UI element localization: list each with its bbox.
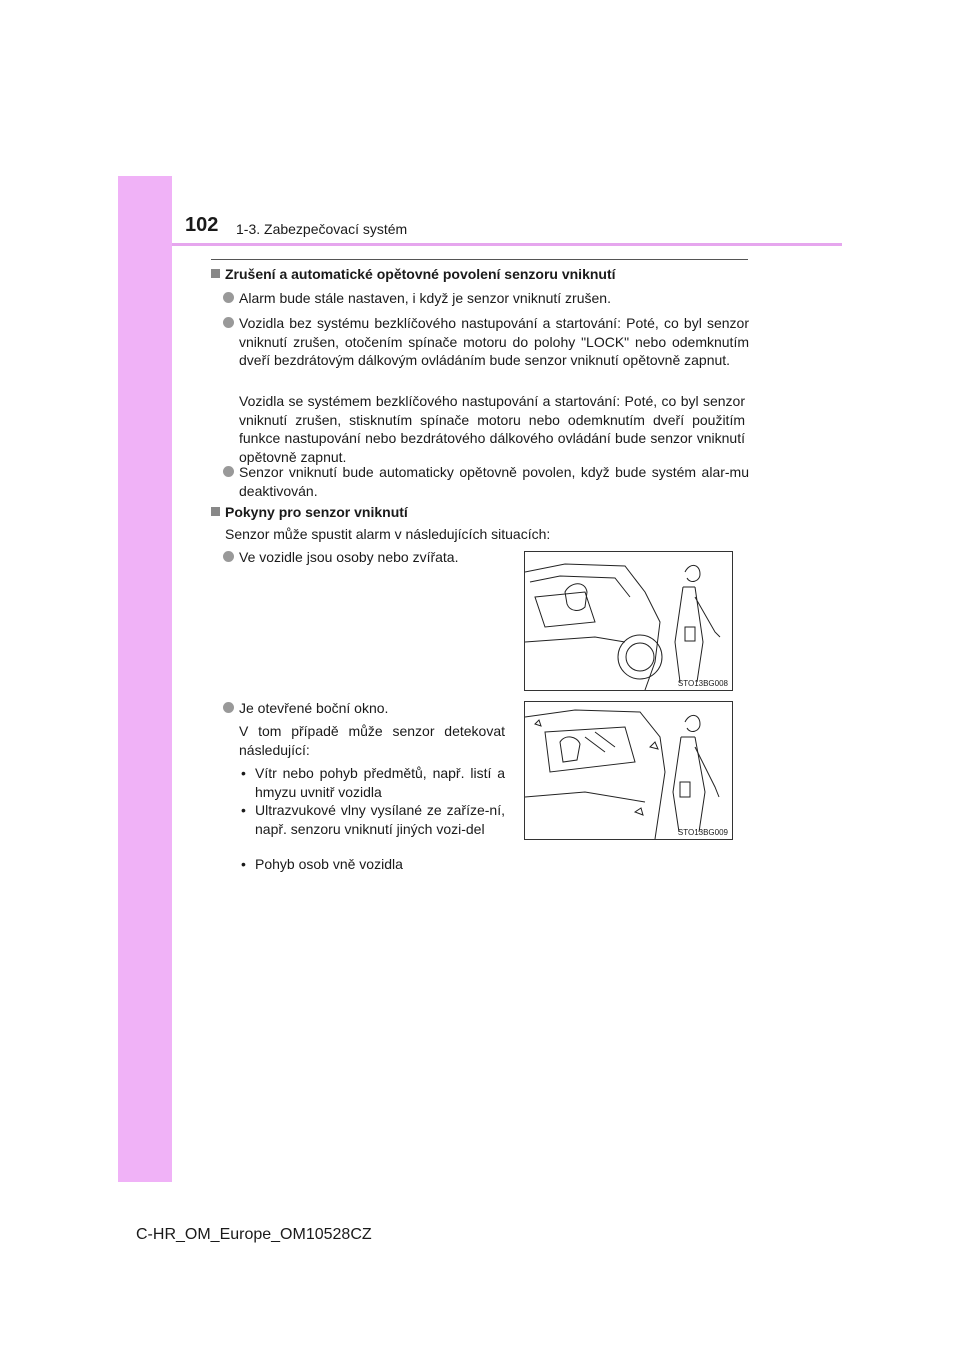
bullet-item: Vozidla bez systému bezklíčového nastupování a startování: Poté, co byl senzor vniknutí zrušen, otočením spínače motoru do polohy "LOCK" nebo odemknutím dveří bezdrátovým dálkovým ovládáním bude senzor vniknutí opětovně zapnut. [223, 314, 749, 370]
square-marker-icon [211, 507, 220, 516]
chapter-title: 1-3. Zabezpečovací systém [236, 221, 408, 237]
document-id: C-HR_OM_Europe_OM10528CZ [136, 1226, 372, 1243]
illustration-open-window [524, 701, 733, 840]
section-heading-precautions: Pokyny pro senzor vniknutí [211, 504, 408, 520]
square-marker-icon [211, 269, 220, 278]
bullet-item: Senzor vniknutí bude automaticky opětovně povolen, když bude systém alar-mu deaktivován. [223, 463, 749, 500]
bullet-dot-icon [223, 702, 234, 713]
figure-code: STO13BG008 [677, 679, 728, 688]
illustration-dog-in-car [524, 551, 733, 691]
bullet-dot-icon [223, 466, 234, 477]
side-tab [118, 176, 172, 1182]
bullet-dot-icon [223, 551, 234, 562]
bullet-dot-icon [223, 292, 234, 303]
sub-list-item: • Pohyb osob vně vozidla [241, 856, 403, 872]
sub-list-item: • Vítr nebo pohyb předmětů, např. listí a hmyzu uvnitř vozidla [241, 765, 505, 800]
header-rule [172, 243, 842, 246]
sub-list-item: • Ultrazvukové vlny vysílané ze zaříze-ní, např. senzoru vniknutí jiných vozi-del [241, 802, 505, 837]
bullet-item: Je otevřené boční okno. [223, 699, 491, 718]
bullet-continuation: V tom případě může senzor detekovat následující: [239, 723, 505, 758]
bullet-item: Ve vozidle jsou osoby nebo zvířata. [223, 548, 491, 567]
figure-code: STO13BG009 [677, 828, 728, 837]
page-number: 102 [185, 214, 219, 236]
section-heading-cancel: Zrušení a automatické opětovné povolení senzoru vniknutí [211, 266, 616, 282]
bullet-continuation: Vozidla se systémem bezklíčového nastupování a startování: Poté, co byl senzor vniknutí zrušen, stisknutím spínače motoru nebo odemknutím dveří použitím funkce nastupování nebo bezdrátového dálkového ovládání bude senzor vniknutí opětovně zapnut. [239, 393, 745, 465]
section-rule [211, 259, 748, 260]
bullet-item: Alarm bude stále nastaven, i když je senzor vniknutí zrušen. [223, 289, 749, 308]
bullet-dot-icon [223, 317, 234, 328]
intro-text: Senzor může spustit alarm v následujících situacích: [225, 526, 551, 542]
